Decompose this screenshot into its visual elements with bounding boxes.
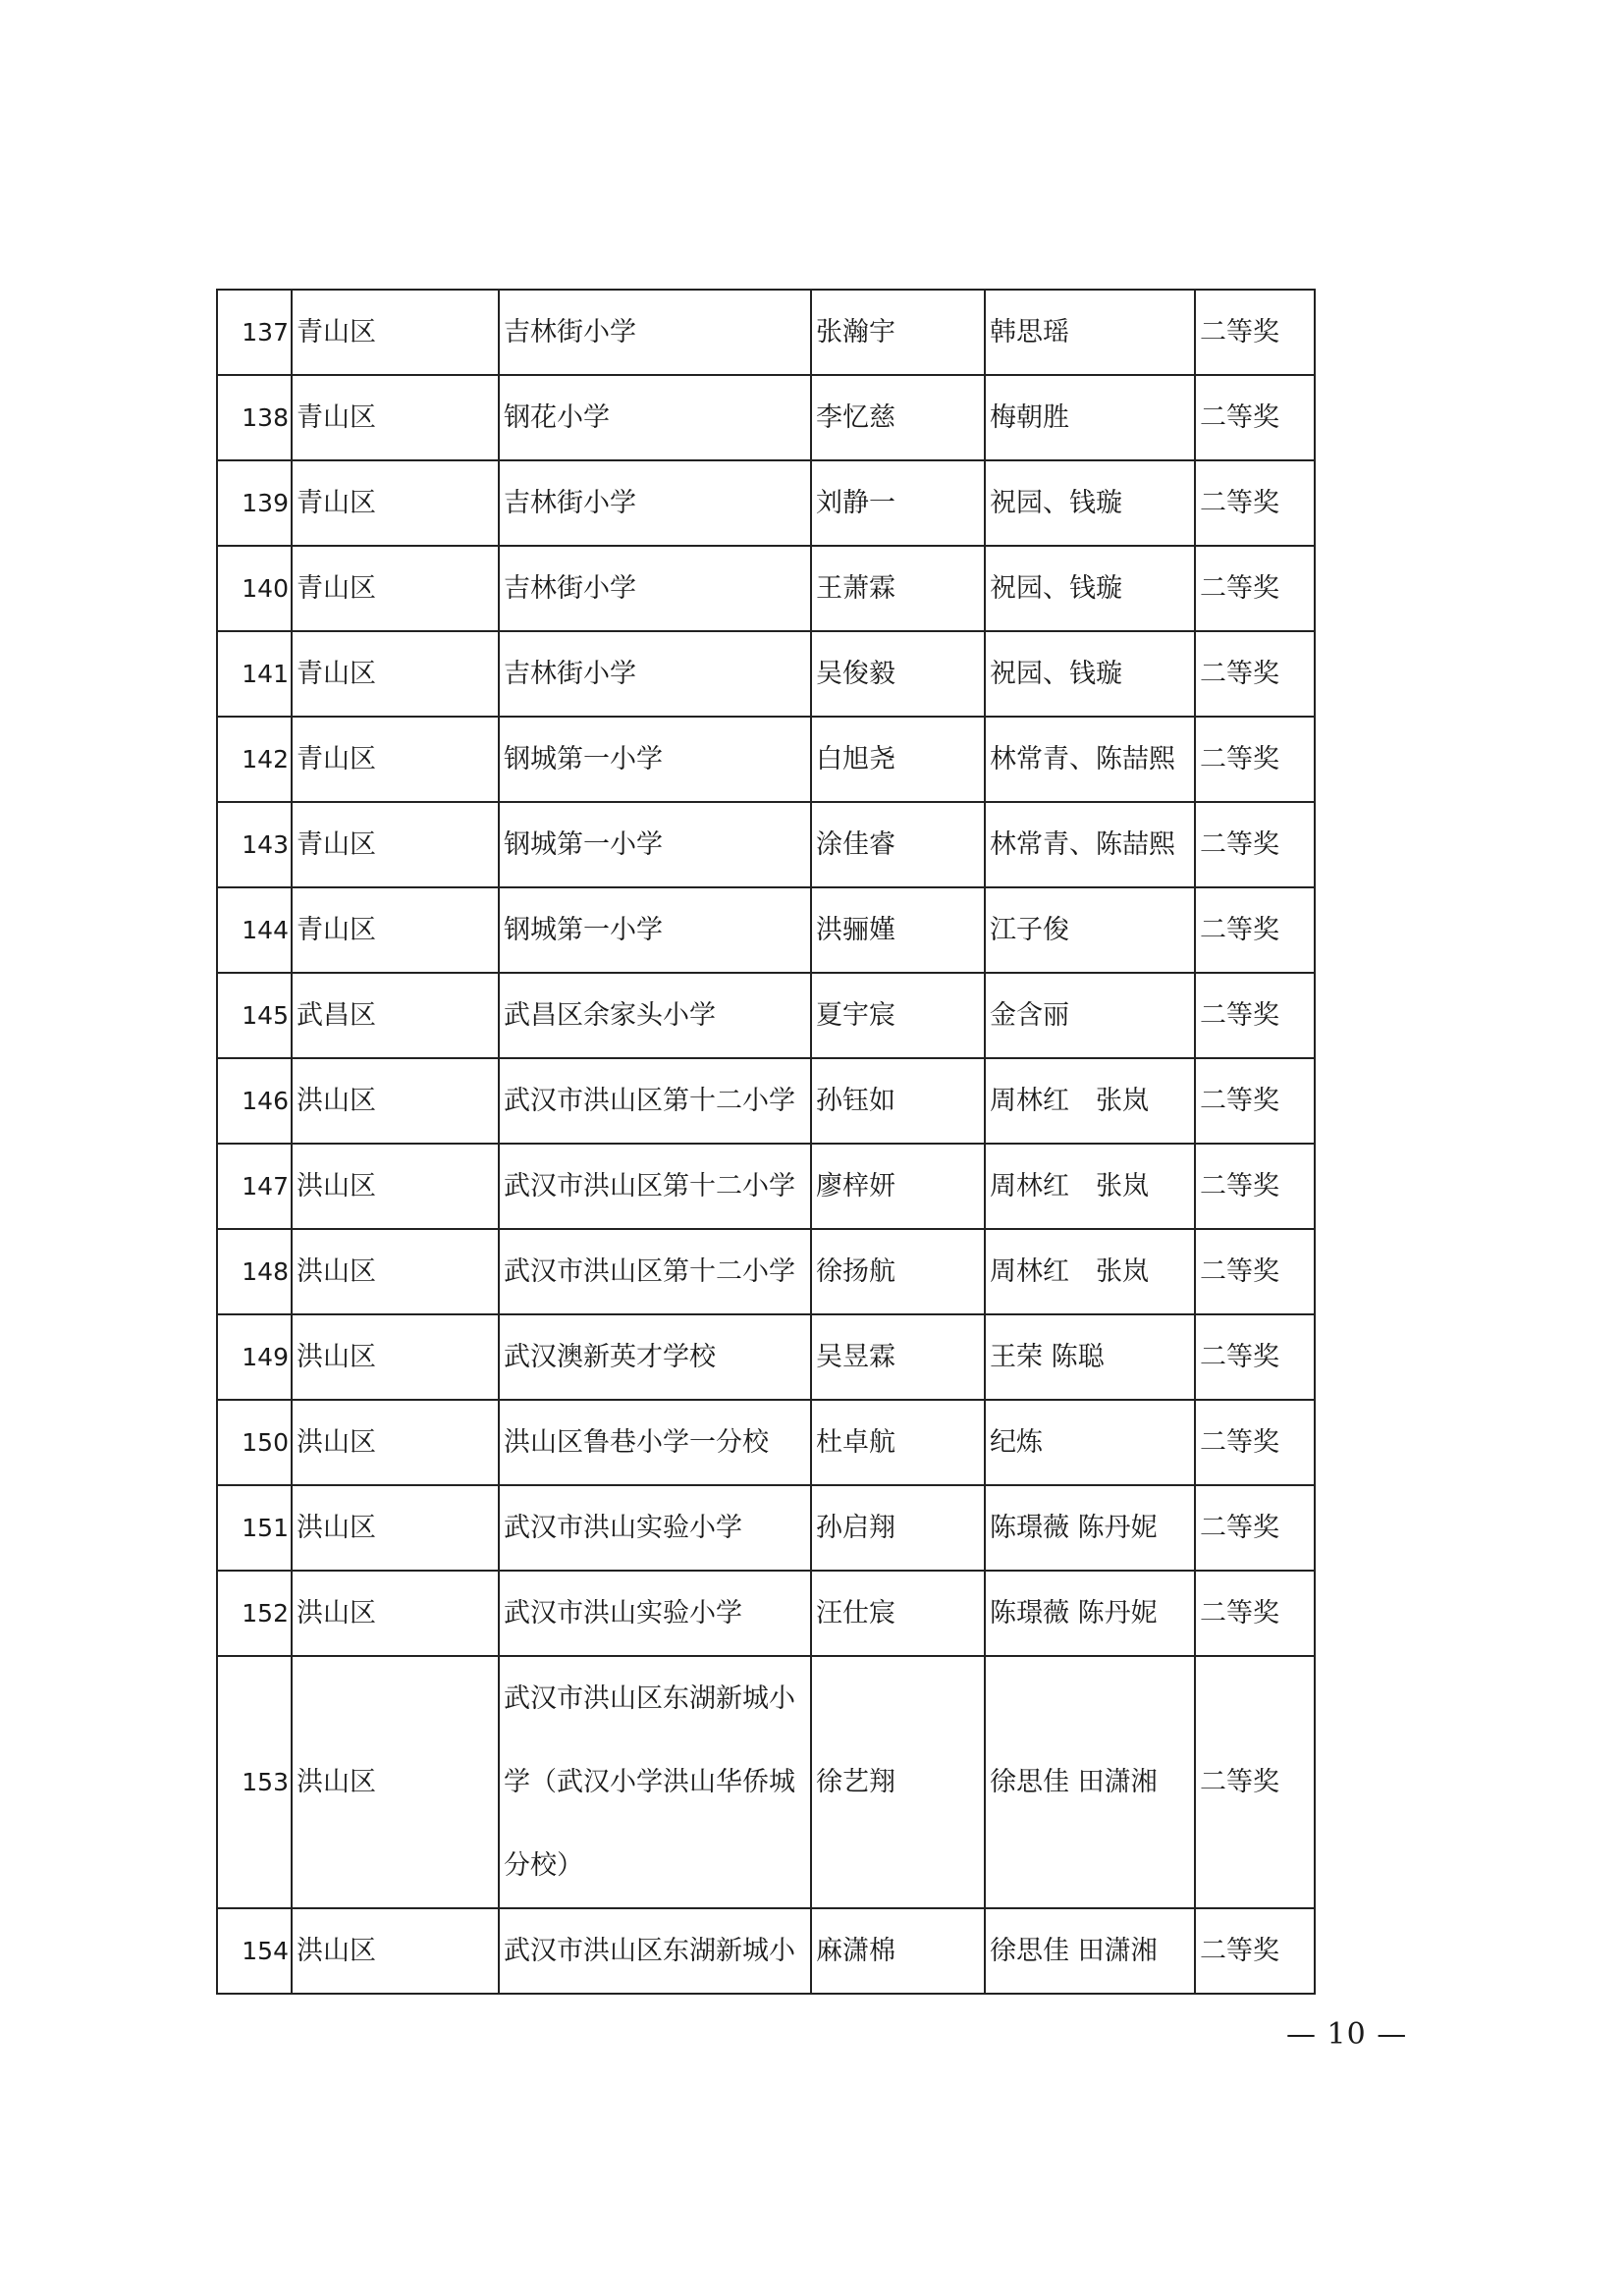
district-cell: 洪山区 — [292, 1314, 499, 1400]
row-number: 152 — [217, 1571, 292, 1656]
row-number: 139 — [217, 460, 292, 546]
table-row — [217, 290, 1315, 375]
student-cell: 涂佳睿 — [811, 802, 985, 887]
table-row — [217, 1058, 1315, 1144]
school-cell: 洪山区鲁巷小学一分校 — [499, 1400, 811, 1485]
student-cell: 杜卓航 — [811, 1400, 985, 1485]
school-cell: 武汉澳新英才学校 — [499, 1314, 811, 1400]
district-cell: 洪山区 — [292, 1571, 499, 1656]
award-cell: 二等奖 — [1195, 1571, 1315, 1656]
award-cell: 二等奖 — [1195, 1144, 1315, 1229]
student-cell: 张瀚宇 — [811, 290, 985, 375]
table-row — [217, 460, 1315, 546]
student-cell: 廖梓妍 — [811, 1144, 985, 1229]
district-cell: 洪山区 — [292, 1144, 499, 1229]
table-row — [217, 1571, 1315, 1656]
school-cell: 钢城第一小学 — [499, 717, 811, 802]
school-cell: 钢城第一小学 — [499, 802, 811, 887]
awards-table — [216, 289, 1316, 1995]
school-cell: 武汉市洪山区东湖新城小学（武汉小学洪山华侨城分校） — [499, 1656, 811, 1908]
row-number: 154 — [217, 1908, 292, 1994]
student-cell: 吴昱霖 — [811, 1314, 985, 1400]
table-row — [217, 1908, 1315, 1994]
page-number: — 10 — — [1286, 2017, 1408, 2052]
teacher-cell: 韩思瑶 — [985, 290, 1195, 375]
teacher-cell: 祝园、钱璇 — [985, 546, 1195, 631]
school-cell: 吉林街小学 — [499, 460, 811, 546]
district-cell: 青山区 — [292, 802, 499, 887]
student-cell: 刘静一 — [811, 460, 985, 546]
district-cell: 青山区 — [292, 717, 499, 802]
row-number: 149 — [217, 1314, 292, 1400]
district-cell: 青山区 — [292, 290, 499, 375]
teacher-cell: 陈璟薇 陈丹妮 — [985, 1485, 1195, 1571]
award-cell: 二等奖 — [1195, 887, 1315, 973]
district-cell: 洪山区 — [292, 1229, 499, 1314]
table-row — [217, 887, 1315, 973]
award-cell: 二等奖 — [1195, 1908, 1315, 1994]
teacher-cell: 祝园、钱璇 — [985, 460, 1195, 546]
student-cell: 李忆慈 — [811, 375, 985, 460]
row-number: 138 — [217, 375, 292, 460]
school-cell: 吉林街小学 — [499, 546, 811, 631]
district-cell: 洪山区 — [292, 1400, 499, 1485]
award-cell: 二等奖 — [1195, 290, 1315, 375]
row-number: 140 — [217, 546, 292, 631]
teacher-cell: 徐思佳 田潇湘 — [985, 1908, 1195, 1994]
row-number: 151 — [217, 1485, 292, 1571]
student-cell: 王萧霖 — [811, 546, 985, 631]
school-cell: 武汉市洪山实验小学 — [499, 1485, 811, 1571]
school-cell: 武汉市洪山区第十二小学 — [499, 1144, 811, 1229]
district-cell: 武昌区 — [292, 973, 499, 1058]
award-cell: 二等奖 — [1195, 460, 1315, 546]
school-cell: 武汉市洪山区第十二小学 — [499, 1058, 811, 1144]
district-cell: 青山区 — [292, 546, 499, 631]
teacher-cell: 周林红 张岚 — [985, 1144, 1195, 1229]
table-row — [217, 1144, 1315, 1229]
table-row — [217, 1656, 1315, 1908]
teacher-cell: 徐思佳 田潇湘 — [985, 1656, 1195, 1908]
school-cell: 吉林街小学 — [499, 290, 811, 375]
table-row — [217, 717, 1315, 802]
award-cell: 二等奖 — [1195, 546, 1315, 631]
table-row — [217, 1229, 1315, 1314]
award-cell: 二等奖 — [1195, 1656, 1315, 1908]
student-cell: 洪骊嫤 — [811, 887, 985, 973]
teacher-cell: 江子俊 — [985, 887, 1195, 973]
award-cell: 二等奖 — [1195, 1400, 1315, 1485]
teacher-cell: 祝园、钱璇 — [985, 631, 1195, 717]
student-cell: 孙钰如 — [811, 1058, 985, 1144]
teacher-cell: 梅朝胜 — [985, 375, 1195, 460]
award-cell: 二等奖 — [1195, 802, 1315, 887]
teacher-cell: 金含丽 — [985, 973, 1195, 1058]
award-cell: 二等奖 — [1195, 1058, 1315, 1144]
award-cell: 二等奖 — [1195, 1229, 1315, 1314]
school-cell: 钢花小学 — [499, 375, 811, 460]
student-cell: 徐艺翔 — [811, 1656, 985, 1908]
row-number: 146 — [217, 1058, 292, 1144]
award-cell: 二等奖 — [1195, 1485, 1315, 1571]
district-cell: 青山区 — [292, 631, 499, 717]
table-row — [217, 1485, 1315, 1571]
award-cell: 二等奖 — [1195, 717, 1315, 802]
district-cell: 洪山区 — [292, 1058, 499, 1144]
teacher-cell: 林常青、陈喆熙 — [985, 717, 1195, 802]
row-number: 141 — [217, 631, 292, 717]
student-cell: 孙启翔 — [811, 1485, 985, 1571]
award-cell: 二等奖 — [1195, 631, 1315, 717]
school-cell: 吉林街小学 — [499, 631, 811, 717]
district-cell: 洪山区 — [292, 1485, 499, 1571]
teacher-cell: 周林红 张岚 — [985, 1229, 1195, 1314]
district-cell: 青山区 — [292, 375, 499, 460]
student-cell: 吴俊毅 — [811, 631, 985, 717]
row-number: 144 — [217, 887, 292, 973]
teacher-cell: 纪炼 — [985, 1400, 1195, 1485]
row-number: 150 — [217, 1400, 292, 1485]
teacher-cell: 林常青、陈喆熙 — [985, 802, 1195, 887]
award-cell: 二等奖 — [1195, 375, 1315, 460]
table-row — [217, 1400, 1315, 1485]
row-number: 137 — [217, 290, 292, 375]
table-row — [217, 973, 1315, 1058]
teacher-cell: 周林红 张岚 — [985, 1058, 1195, 1144]
school-cell: 武昌区余家头小学 — [499, 973, 811, 1058]
row-number: 147 — [217, 1144, 292, 1229]
table-row — [217, 375, 1315, 460]
district-cell: 洪山区 — [292, 1908, 499, 1994]
district-cell: 青山区 — [292, 460, 499, 546]
student-cell: 夏宇宸 — [811, 973, 985, 1058]
school-cell: 武汉市洪山实验小学 — [499, 1571, 811, 1656]
row-number: 148 — [217, 1229, 292, 1314]
district-cell: 洪山区 — [292, 1656, 499, 1908]
row-number: 143 — [217, 802, 292, 887]
teacher-cell: 陈璟薇 陈丹妮 — [985, 1571, 1195, 1656]
district-cell: 青山区 — [292, 887, 499, 973]
school-cell: 钢城第一小学 — [499, 887, 811, 973]
awards-table-body — [217, 290, 1315, 1994]
row-number: 153 — [217, 1656, 292, 1908]
student-cell: 白旭尧 — [811, 717, 985, 802]
teacher-cell: 王荣 陈聪 — [985, 1314, 1195, 1400]
table-row — [217, 802, 1315, 887]
school-cell: 武汉市洪山区第十二小学 — [499, 1229, 811, 1314]
row-number: 145 — [217, 973, 292, 1058]
table-row — [217, 546, 1315, 631]
school-cell: 武汉市洪山区东湖新城小 — [499, 1908, 811, 1994]
award-cell: 二等奖 — [1195, 973, 1315, 1058]
student-cell: 麻潇棉 — [811, 1908, 985, 1994]
table-row — [217, 631, 1315, 717]
table-row — [217, 1314, 1315, 1400]
student-cell: 徐扬航 — [811, 1229, 985, 1314]
student-cell: 汪仕宸 — [811, 1571, 985, 1656]
row-number: 142 — [217, 717, 292, 802]
award-cell: 二等奖 — [1195, 1314, 1315, 1400]
